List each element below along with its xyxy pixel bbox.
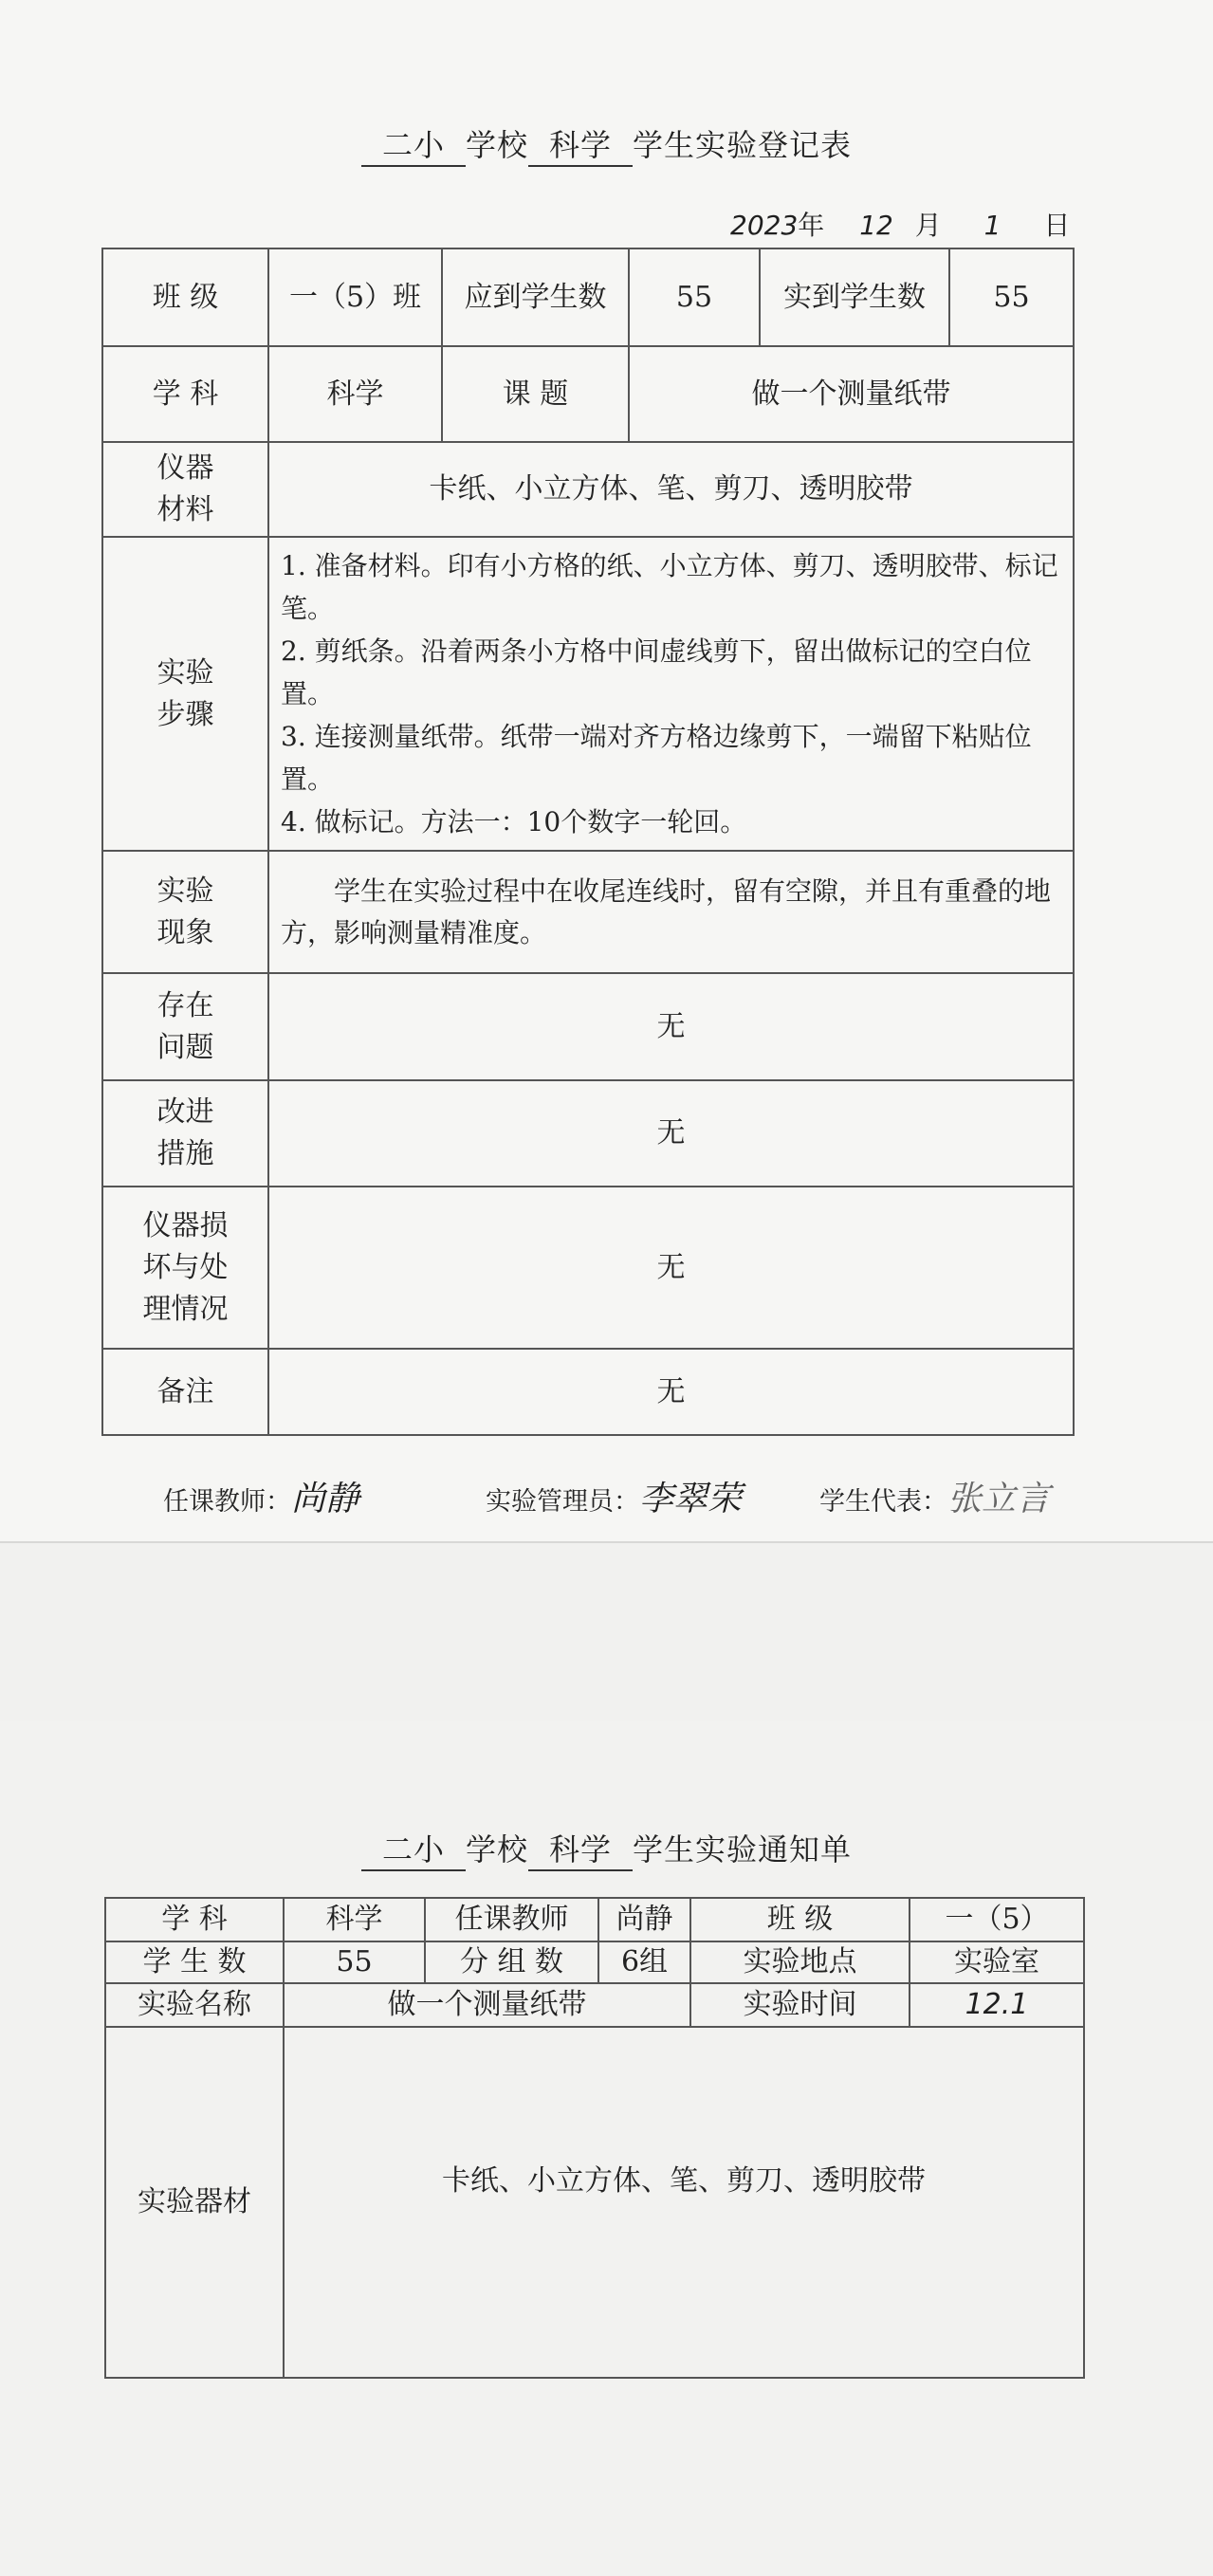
notice-row-3: [105, 1983, 1084, 2027]
subject-value: 科学: [268, 346, 442, 442]
row-class: [102, 248, 1074, 346]
steps-cell: [268, 537, 1074, 851]
manager-label: 实验管理员：: [486, 1487, 639, 1517]
topic-value: 做一个测量纸带: [629, 346, 1074, 442]
phenomenon-label: 实验现象: [102, 851, 268, 973]
teacher-signature-block: [163, 1472, 359, 1520]
date-year-label: 年: [798, 210, 825, 241]
registration-form-title: [0, 121, 1213, 167]
actual-value: 55: [949, 248, 1074, 346]
registration-table: [101, 248, 1075, 1436]
row-improve: [102, 1080, 1074, 1187]
notice-teacher-label: 任课教师: [425, 1898, 598, 1941]
title-subject: 科学: [528, 121, 633, 167]
damage-value: 无: [268, 1187, 1074, 1349]
notes-value: 无: [268, 1349, 1074, 1435]
notice-equipment-label: 实验器材: [105, 2027, 284, 2378]
manager-signature-block: [486, 1472, 742, 1520]
notice-equipment-value: 卡纸、小立方体、笔、剪刀、透明胶带: [284, 2027, 1084, 2378]
notice-title-subject: 科学: [528, 1826, 633, 1871]
row-materials: [102, 442, 1074, 537]
notice-table: [104, 1897, 1085, 2379]
improve-label: 改进措施: [102, 1080, 268, 1187]
date-day-label: 日: [1043, 210, 1071, 241]
materials-value: 卡纸、小立方体、笔、剪刀、透明胶带: [268, 442, 1074, 537]
row-phenomenon: [102, 851, 1074, 973]
notice-time-value: 12.1: [910, 1983, 1084, 2027]
student-signature: 张立言: [947, 1480, 1051, 1518]
subject-label: 学 科: [102, 346, 268, 442]
notice-group-value: 6组: [598, 1941, 690, 1983]
expected-value: 55: [629, 248, 760, 346]
notice-title-school-suffix: 学校: [465, 1831, 528, 1868]
step-item: 3. 连接测量纸带。纸带一端对齐方格边缘剪下，一端留下粘贴位置。: [281, 721, 1032, 795]
date-year: 2023: [730, 210, 799, 241]
notice-form-title: [0, 1826, 1213, 1871]
date-month: 12: [859, 210, 893, 241]
notice-time-label: 实验时间: [690, 1983, 910, 2027]
steps-label: 实验步骤: [102, 537, 268, 851]
notice-class-value: 一（5）: [910, 1898, 1084, 1941]
notice-teacher-value: 尚静: [598, 1898, 690, 1941]
class-value: 一（5）班: [268, 248, 442, 346]
notice-row-2: [105, 1941, 1084, 1983]
row-notes: [102, 1349, 1074, 1435]
title-school-suffix: 学校: [465, 127, 528, 163]
actual-label: 实到学生数: [760, 248, 949, 346]
teacher-label: 任课教师：: [163, 1487, 291, 1517]
problems-value: 无: [268, 973, 1074, 1080]
date-day: 1: [983, 210, 1002, 241]
title-rest: 学生实验登记表: [633, 127, 853, 163]
form-date: [730, 205, 1070, 243]
problems-label: 存在问题: [102, 973, 268, 1080]
page-gap: [0, 1541, 1213, 1723]
class-label: 班 级: [102, 248, 268, 346]
notice-location-label: 实验地点: [690, 1941, 910, 1983]
notice-group-label: 分 组 数: [425, 1941, 598, 1983]
row-damage: [102, 1187, 1074, 1349]
title-school: 二小: [361, 121, 466, 167]
topic-label: 课 题: [442, 346, 629, 442]
notice-form-page: [0, 1721, 1213, 2576]
notes-label: 备注: [102, 1349, 268, 1435]
notice-location-value: 实验室: [910, 1941, 1084, 1983]
date-month-label: 月: [914, 210, 942, 241]
notice-title-school: 二小: [361, 1826, 466, 1871]
student-label: 学生代表：: [819, 1487, 947, 1517]
row-subject: [102, 346, 1074, 442]
notice-count-label: 学 生 数: [105, 1941, 284, 1983]
expected-label: 应到学生数: [442, 248, 629, 346]
step-item: 1. 准备材料。印有小方格的纸、小立方体、剪刀、透明胶带、标记笔。: [281, 550, 1058, 624]
notice-name-label: 实验名称: [105, 1983, 284, 2027]
manager-signature: 李翠荣: [639, 1480, 743, 1518]
step-item: 4. 做标记。方法一：10个数字一轮回。: [281, 806, 747, 837]
notice-subject-value: 科学: [284, 1898, 425, 1941]
teacher-signature: 尚静: [291, 1480, 360, 1518]
row-problems: [102, 973, 1074, 1080]
materials-label: 仪器材料: [102, 442, 268, 537]
student-signature-block: [819, 1472, 1050, 1520]
notice-title-rest: 学生实验通知单: [633, 1831, 853, 1868]
damage-label: 仪器损坏与处理情况: [102, 1187, 268, 1349]
notice-subject-label: 学 科: [105, 1898, 284, 1941]
notice-row-equipment: [105, 2027, 1084, 2378]
step-item: 2. 剪纸条。沿着两条小方格中间虚线剪下，留出做标记的空白位置。: [281, 635, 1032, 709]
improve-value: 无: [268, 1080, 1074, 1187]
notice-name-value: 做一个测量纸带: [284, 1983, 690, 2027]
notice-row-1: [105, 1898, 1084, 1941]
notice-count-value: 55: [284, 1941, 425, 1983]
phenomenon-value: 学生在实验过程中在收尾连线时，留有空隙，并且有重叠的地方，影响测量精准度。: [268, 851, 1074, 973]
notice-class-label: 班 级: [690, 1898, 910, 1941]
row-steps: [102, 537, 1074, 851]
